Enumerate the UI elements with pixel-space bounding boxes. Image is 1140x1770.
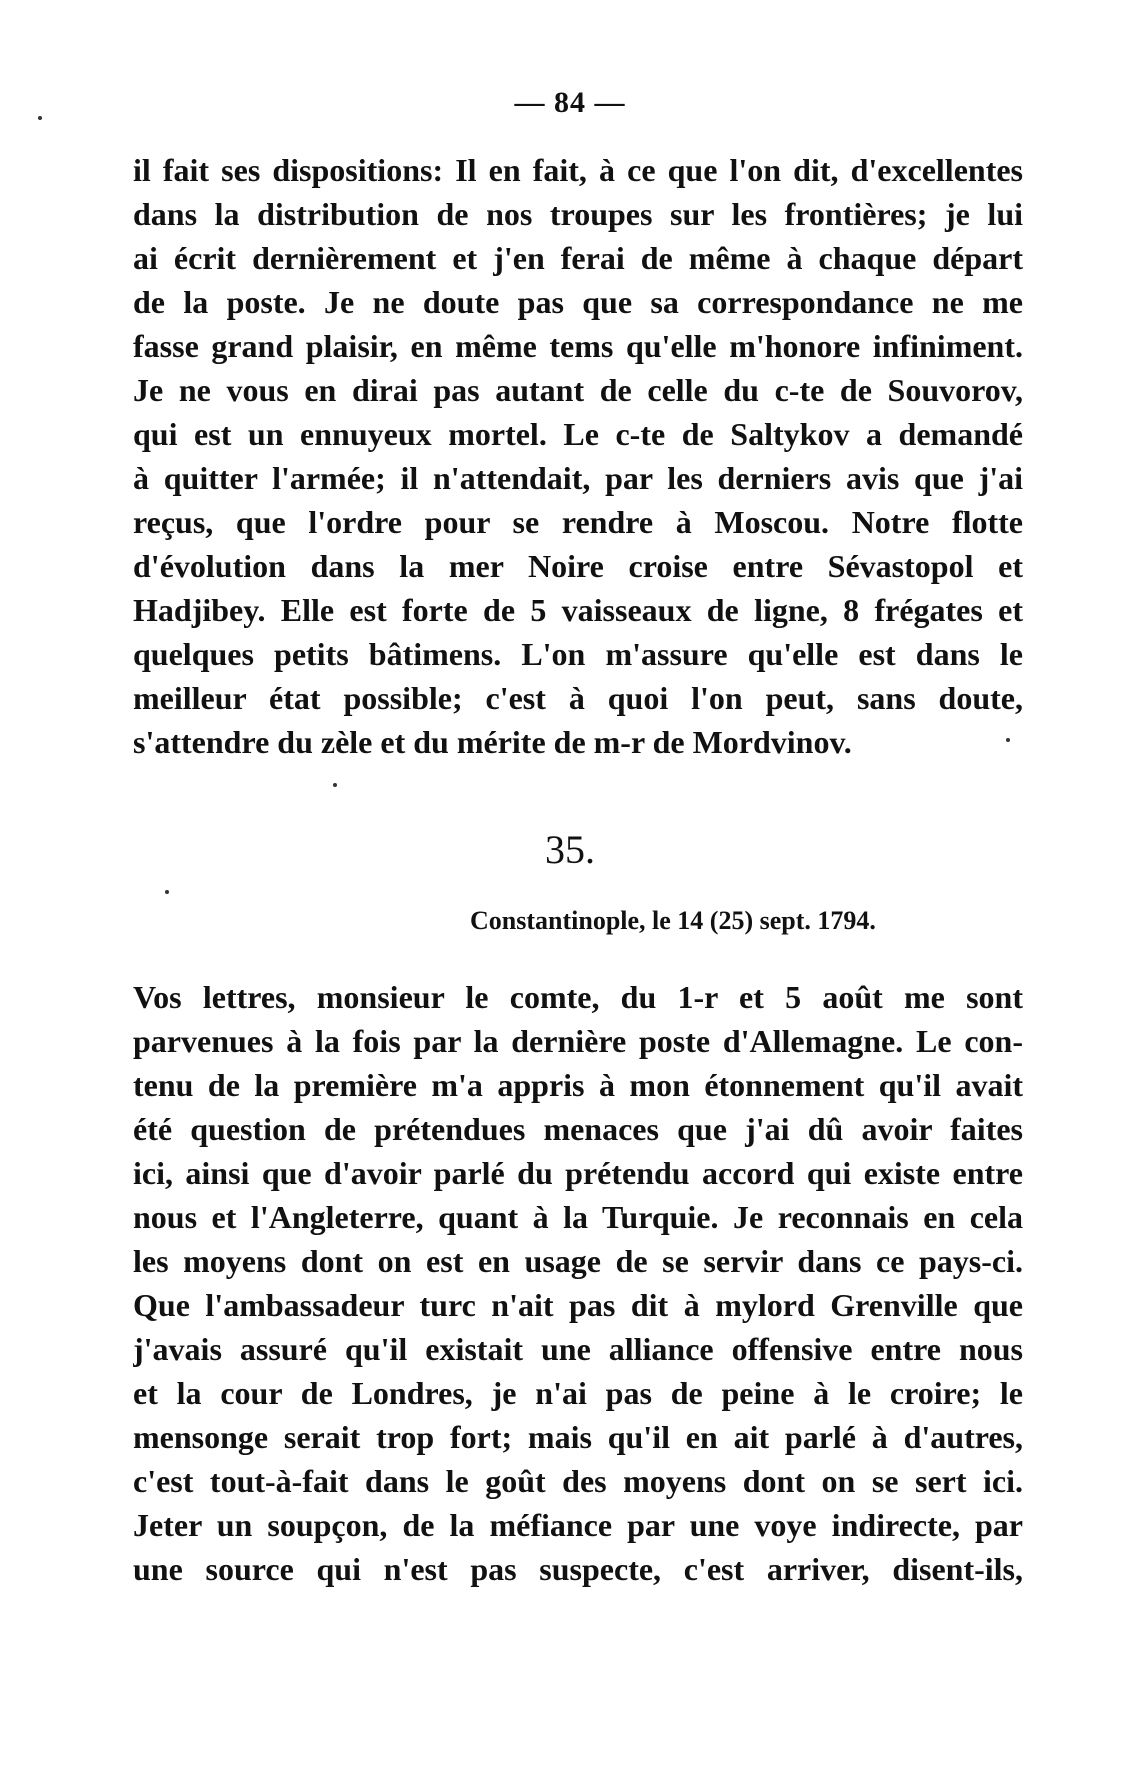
text-line: qui est un ennuyeux mortel. Le c-te de Saltykov a demandé [133, 416, 1023, 452]
text-line: de la poste. Je ne doute pas que sa correspondance ne me [133, 284, 1023, 320]
text-line: quelques petits bâtimens. L'on m'assure qu'elle est dans le [133, 636, 1023, 672]
text-line: nous et l'Angleterre, quant à la Turquie. Je reconnais en cela [133, 1199, 1023, 1235]
text-line: Hadjibey. Elle est forte de 5 vaisseaux de ligne, 8 frégates et [133, 592, 1023, 628]
text-line: parvenues à la fois par la dernière poste d'Allemagne. Le con- [133, 1023, 1023, 1059]
print-speck [1006, 738, 1010, 742]
text-line: Que l'ambassadeur turc n'ait pas dit à mylord Grenville que [133, 1287, 1023, 1323]
text-line: Je ne vous en dirai pas autant de celle du c-te de Souvorov, [133, 372, 1023, 408]
text-line: Vos lettres, monsieur le comte, du 1-r et 5 août me sont [133, 979, 1023, 1015]
text-line: mensonge serait trop fort; mais qu'il en ait parlé à d'autres, [133, 1419, 1023, 1455]
text-line: ici, ainsi que d'avoir parlé du prétendu accord qui existe entre [133, 1155, 1023, 1191]
letter-body [133, 975, 1023, 1591]
page-number: — 84 — [514, 86, 626, 119]
text-line: une source qui n'est pas suspecte, c'est arriver, disent-ils, [133, 1551, 1023, 1587]
text-line: il fait ses dispositions: Il en fait, à ce que l'on dit, d'excellentes [133, 152, 1023, 188]
text-line: tenu de la première m'a appris à mon étonnement qu'il avait [133, 1067, 1023, 1103]
text-line: meilleur état possible; c'est à quoi l'on peut, sans doute, [133, 680, 1023, 716]
text-line: j'avais assuré qu'il existait une alliance offensive entre nous [133, 1331, 1023, 1367]
text-line: d'évolution dans la mer Noire croise entre Sévastopol et [133, 548, 1023, 584]
print-speck [333, 783, 337, 787]
print-speck [165, 890, 169, 894]
print-speck [38, 116, 42, 120]
letter-dateline: Constantinople, le 14 (25) sept. 1794. [470, 906, 876, 935]
paragraph-continued [133, 148, 1023, 764]
letter-number: 35. [545, 827, 595, 872]
text-line: dans la distribution de nos troupes sur les frontières; je lui [133, 196, 1023, 232]
text-line: reçus, que l'ordre pour se rendre à Moscou. Notre flotte [133, 504, 1023, 540]
text-line: à quitter l'armée; il n'attendait, par les derniers avis que j'ai [133, 460, 1023, 496]
text-line: fasse grand plaisir, en même tems qu'elle m'honore infiniment. [133, 328, 1023, 364]
text-line: été question de prétendues menaces que j'ai dû avoir faites [133, 1111, 1023, 1147]
text-line: s'attendre du zèle et du mérite de m-r de Mordvinov. [133, 724, 852, 760]
text-line: Jeter un soupçon, de la méfiance par une voye indirecte, par [133, 1507, 1023, 1543]
text-line: ai écrit dernièrement et j'en ferai de même à chaque départ [133, 240, 1023, 276]
text-line: c'est tout-à-fait dans le goût des moyens dont on se sert ici. [133, 1463, 1023, 1499]
text-line: les moyens dont on est en usage de se servir dans ce pays-ci. [133, 1243, 1023, 1279]
text-line: et la cour de Londres, je n'ai pas de peine à le croire; le [133, 1375, 1023, 1411]
